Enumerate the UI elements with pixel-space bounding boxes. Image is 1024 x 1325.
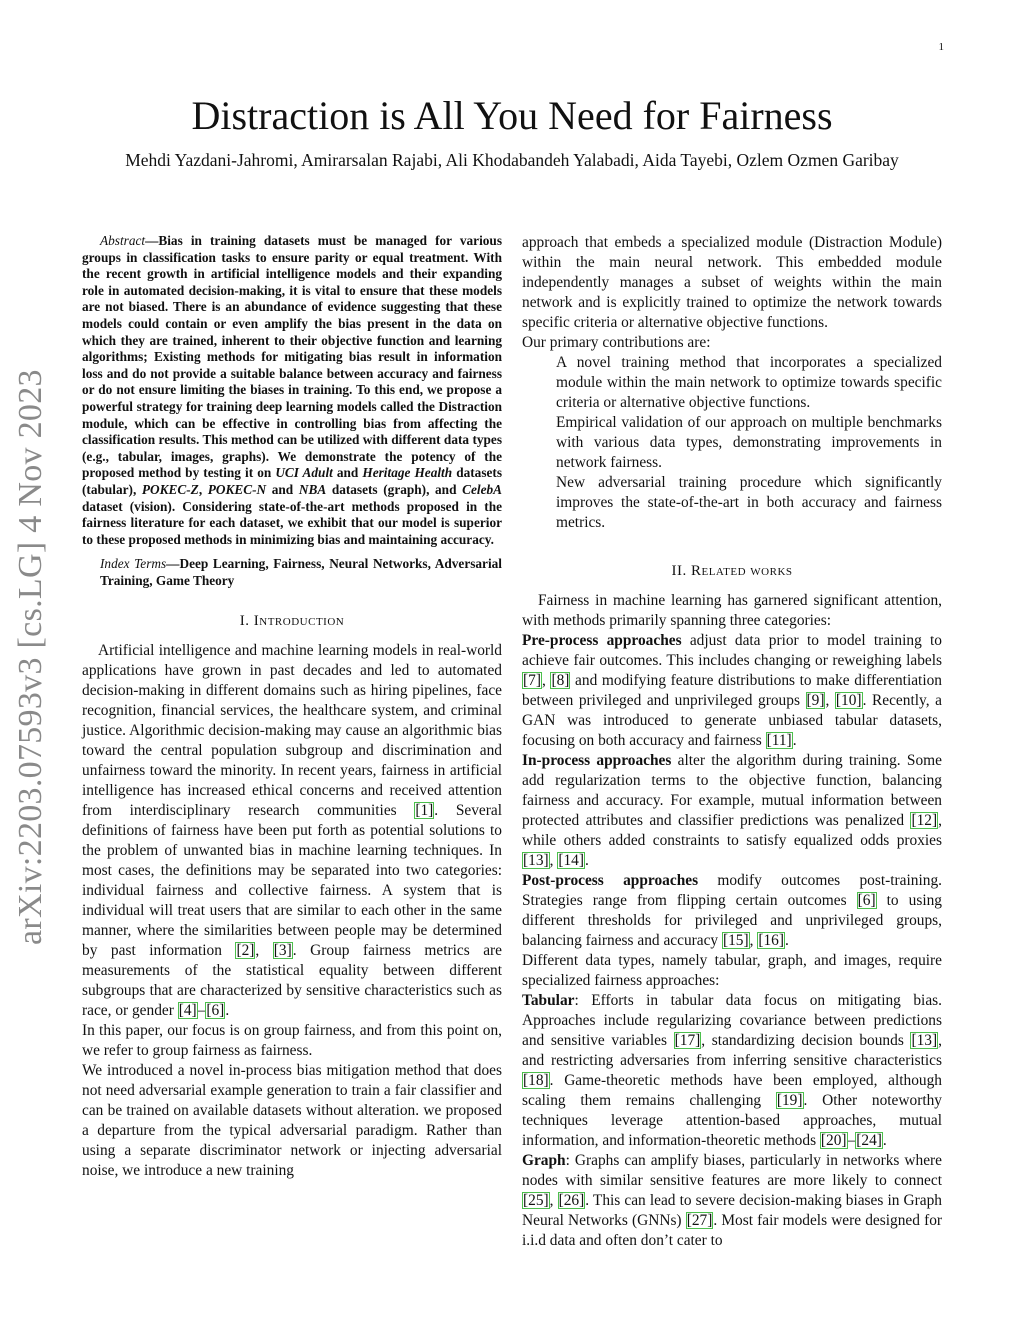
pre-process-paragraph: Pre-process approaches adjust data prior to model training to achieve fair outcomes. This includes changing or reweighing labels [7], [8] and modifying feature distributions to make differentiation between privileged and unprivileged groups [9], [10]. Recently, a GAN was introduced to generate unbiased tabular datasets, focusing on both accuracy and fairness [11]. — [522, 632, 942, 749]
citation-link[interactable]: [7] — [523, 672, 541, 689]
section-heading-introduction: I. Introduction — [239, 613, 345, 630]
in-process-paragraph: In-process approaches alter the algorithm during training. Some add regularization terms to the objective function, balancing fairness and accuracy. For example, mutual information between protected attributes and classifier predictions was penalized [12], while others added constraints to satisfy equalized odds proxies [13], [14]. — [522, 752, 942, 869]
intro-paragraph: We introduced a novel in-process bias mitigation method that does not need adversarial example generation to train a fair classifier and can be trained on available datasets without alteration. we proposed a departure from the typical adversarial paradigm. Rather than using a separate discriminator network or injecting adversarial noise, we introduce a new training — [82, 1062, 502, 1180]
citation-link[interactable]: [3] — [273, 942, 292, 960]
dataset-name: NBA — [298, 481, 327, 497]
intro-paragraph: Artificial intelligence and machine learning models in real-world applications have grown in past decades and led to automated decision-making in different domains such as hiring pipelines, face recognition, financial services, the healthcare system, and criminal justice. Algorithmic decision-making may cause an algorithmic bias toward the central population subgroup and discrimination and unfairness toward the minority. In recent years, fairness in artificial intelligence has increased ethical concerns and received attention from interdisciplinary research communities [1]. Several definitions of fairness have been put forth as potential solutions to the problem of unwanted bias in machine learning techniques. In most cases, the definitions may be separated into two categories: individual fairness and collective fairness. A system that is individual will treat users that are similar to each other in the same manner, where the similarities between people may be determined by past information [2], [3]. Group fairness metrics are measurements of the statistical equality between different subgroups that are characterized by sensitive characteristics such as race, or gender [4]–[6]. — [82, 642, 503, 1020]
dataset-name: POKEC-Z — [141, 481, 199, 497]
citation-link[interactable]: [10] — [835, 692, 862, 709]
author-list: Mehdi Yazdani-Jahromi, Amirarsalan Rajabi, Ali Khodabandeh Yalabadi, Aida Tayebi, Ozlem Ozmen Garibay — [125, 150, 899, 170]
citation-link[interactable]: [19] — [776, 1092, 803, 1109]
citation-link[interactable]: [18] — [523, 1072, 549, 1089]
citation-link[interactable]: [1] — [415, 802, 434, 820]
citation-link[interactable]: [13] — [523, 852, 549, 869]
citation-link[interactable]: [11] — [766, 732, 792, 749]
citation-link[interactable]: [13] — [911, 1032, 938, 1049]
post-process-label: Post-process approaches — [522, 872, 699, 889]
citation-link[interactable]: [2] — [236, 942, 255, 960]
abstract-label: Abstract — [100, 233, 146, 248]
tabular-label: Tabular — [522, 992, 575, 1009]
in-process-label: In-process approaches — [522, 752, 672, 769]
contribution-list — [522, 353, 942, 533]
graph-paragraph: Graph: Graphs can amplify biases, particularly in networks where nodes with similar sensitive features are more likely to connect [25], [26]. This can lead to severe decision-making biases in Graph Neural Networks (GNNs) [27]. Most fair models were designed for i.i.d data and often don’t cater to — [522, 1152, 943, 1249]
dataset-name: POKEC-N — [207, 481, 267, 497]
citation-link[interactable]: [8] — [551, 672, 570, 689]
citation-link[interactable]: [9] — [806, 692, 825, 709]
citation-link[interactable]: [15] — [722, 932, 749, 949]
tabular-paragraph: Tabular: Efforts in tabular data focus on mitigating bias. Approaches include regularizing covariance between predictions and sensitive variables [17], standardizing decision bounds [13], and restricting adversaries from inferring sensitive characteristics [18]. Game-theoretic methods have been employed, although scaling them remains challenging [19]. Other noteworthy techniques leverage attention-based approaches, mutual information, and information-theoretic methods [20]–[24]. — [522, 992, 942, 1149]
left-column — [82, 233, 502, 1181]
data-types-paragraph: Different data types, namely tabular, graph, and images, require specialized fairness approaches: — [522, 952, 942, 989]
citation-link[interactable]: [27] — [686, 1212, 713, 1229]
page-number: 1 — [938, 41, 944, 53]
citation-link[interactable]: [25] — [523, 1192, 549, 1209]
index-terms-label: Index Terms — [100, 556, 167, 572]
citation-link[interactable]: [16] — [758, 932, 784, 949]
contribution-item: Empirical validation of our approach on multiple benchmarks with various data types, demonstrating improvements in network fairness. — [556, 414, 942, 471]
pre-process-label: Pre-process approaches — [522, 632, 682, 649]
paper-title: Distraction is All You Need for Fairness — [191, 93, 833, 138]
dataset-name: Heritage Health — [362, 465, 453, 481]
related-works-paragraph: Fairness in machine learning has garnered significant attention, with methods primarily spanning three categories: — [522, 592, 942, 629]
index-terms: Index Terms—Deep Learning, Fairness, Neural Networks, Adversarial Training, Game Theory — [100, 556, 503, 588]
citation-link[interactable]: [4] — [178, 1002, 197, 1020]
dataset-name: UCI Adult — [275, 465, 333, 481]
intro-paragraph-continued: approach that embeds a specialized module (Distraction Module) within the main neural network. This embedded module independently manages a subset of weights within the main network and is explicitly trained to optimize the network towards specific criteria or alternative objective functions. — [522, 234, 942, 331]
citation-link[interactable]: [20] — [820, 1132, 847, 1149]
citation-link[interactable]: [17] — [674, 1032, 701, 1049]
citation-link[interactable]: [26] — [558, 1192, 585, 1209]
graph-label: Graph — [522, 1152, 566, 1169]
arxiv-identifier: arXiv:2203.07593v3 [cs.LG] 4 Nov 2023 — [12, 369, 49, 945]
citation-link[interactable]: [6] — [857, 892, 876, 909]
section-heading-related-works: II. Related works — [671, 563, 793, 579]
contributions-intro: Our primary contributions are: — [522, 334, 711, 351]
dataset-name: CelebA — [462, 481, 502, 497]
post-process-paragraph: Post-process approaches modify outcomes post-training. Strategies range from flipping certain outcomes [6] to using different thresholds for privileged and unprivileged groups, balancing fairness and accuracy [15], [16]. — [522, 872, 942, 949]
citation-link[interactable]: [24] — [856, 1132, 882, 1149]
abstract: Abstract—Bias in training datasets must be managed for various groups in classification tasks to ensure parity or equal treatment. With the recent growth in artificial intelligence models and their expanding role in automated decision-making, it is vital to ensure that these models are not biased. There is an abundance of evidence suggesting that these models could contain or even amplify the bias present in the data on which they are trained, inherent to their objective function and learning algorithms; Existing methods for mitigating bias result in information loss and do not provide a suitable balance between accuracy and fairness or do not ensure limiting the biases in training. To this end, we propose a powerful strategy for training deep learning models called the Distraction module, which can be effective in controlling bias from affecting the classification results. This method can be utilized with different data types (e.g., tabular, images, graphs). We demonstrate the potency of the proposed method by testing it on UCI Adult and Heritage Health datasets (tabular), POKEC-Z, POKEC-N and NBA datasets (graph), and CelebA dataset (vision). Considering state-of-the-art methods proposed in the fairness literature for each dataset, we exhibit that our model is superior to these proposed methods in minimizing bias and maintaining accuracy. — [82, 233, 502, 547]
citation-link[interactable]: [6] — [206, 1002, 225, 1020]
intro-paragraph: In this paper, our focus is on group fairness, and from this point on, we refer to group fairness as fairness. — [82, 1022, 502, 1060]
right-column — [522, 233, 942, 1251]
contribution-item: A novel training method that incorporates a specialized module within the main network to optimize towards specific criteria or alternative objective functions. — [556, 354, 942, 411]
citation-link[interactable]: [12] — [911, 812, 938, 829]
contribution-item: New adversarial training procedure which significantly improves the state-of-the-art in both accuracy and fairness metrics. — [556, 474, 942, 531]
citation-link[interactable]: [14] — [558, 852, 585, 869]
